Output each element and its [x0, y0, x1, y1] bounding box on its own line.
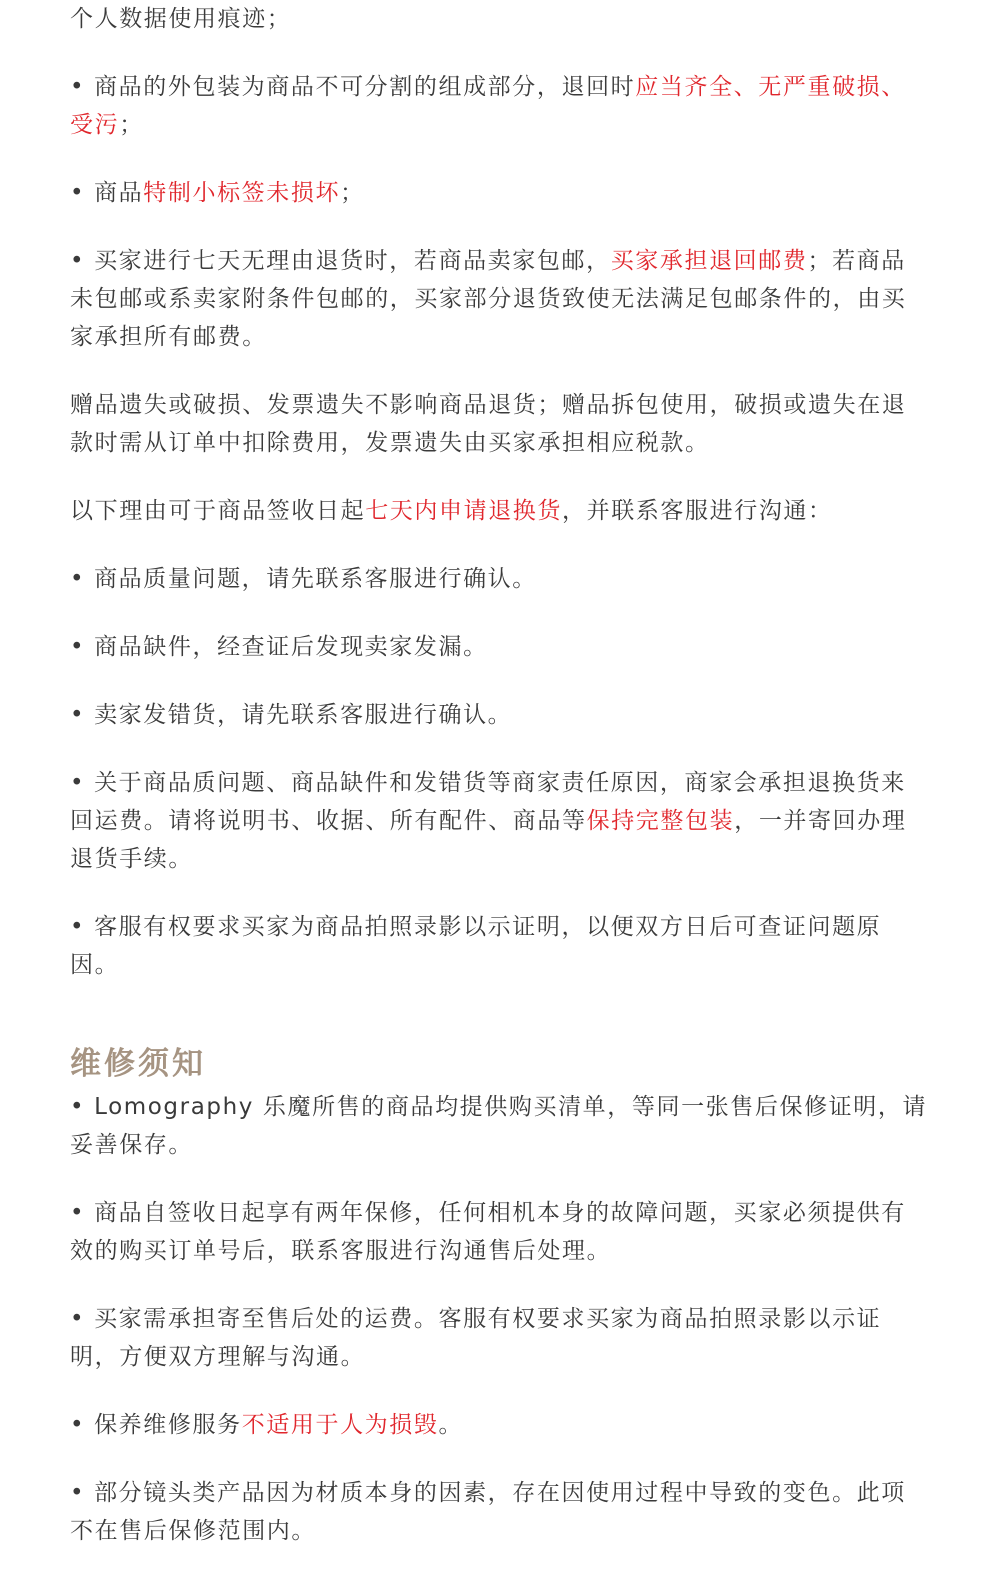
paragraph-text: • 商品的外包装为商品不可分割的组成部分，退回时: [70, 74, 636, 100]
paragraph-text: • 商品: [70, 180, 144, 206]
paragraph-text: • 买家进行七天无理由退货时，若商品卖家包邮，: [70, 248, 611, 274]
paragraph-text: ，并联系客服进行沟通：: [562, 498, 833, 524]
merchant-responsibility-item: [70, 764, 930, 878]
paragraph-text: ；: [119, 112, 144, 138]
paragraph-text: • 买家需承担寄至售后处的运费。客服有权要求买家为商品拍照录影以示证明，方便双方理解与沟通。: [70, 1306, 882, 1370]
paragraph-text: • 客服有权要求买家为商品拍照录影以示证明，以便双方日后可查证问题原因。: [70, 914, 882, 978]
paragraph-text: • 商品缺件，经查证后发现卖家发漏。: [70, 634, 488, 660]
paragraph-text: 赠品遗失或破损、发票遗失不影响商品退货；赠品拆包使用，破损或遗失在退款时需从订单中扣除费用，发票遗失由买家承担相应税款。: [70, 392, 907, 456]
missing-parts-item: [70, 628, 930, 666]
policy-content: [70, 0, 930, 1580]
paragraph-text: • 卖家发错货，请先联系客服进行确认。: [70, 702, 513, 728]
highlight-text: 保持完整包装: [586, 808, 735, 834]
highlight-text: 特制小标签未损坏: [143, 180, 341, 206]
highlight-text: 应当齐全、无严重破损、受污: [70, 74, 906, 138]
wrong-item-item: [70, 696, 930, 734]
paragraph-text: • 关于商品质问题、商品缺件和发错货等商家责任原因，商家会承担退换货来回运费。请将说明书、收据、所有配件、商品等: [70, 770, 906, 834]
paragraph-text: 个人数据使用痕迹；: [70, 6, 292, 32]
warranty-item: [70, 1194, 930, 1270]
paragraph-text: • 商品质量问题，请先联系客服进行确认。: [70, 566, 537, 592]
highlight-text: 不适用于人为损毁: [241, 1412, 439, 1438]
exchange-reasons-intro: [70, 492, 930, 530]
paragraph-text: 。: [438, 1412, 464, 1438]
shipping-fee-item: [70, 242, 930, 356]
repair-shipping-item: [70, 1300, 930, 1376]
repair-section-title: 维修须知: [70, 1046, 206, 1082]
photo-proof-item: [70, 908, 930, 984]
quality-issue-item: [70, 560, 930, 598]
human-damage-item: [70, 1406, 930, 1444]
paragraph-text: • 部分镜头类产品因为材质本身的因素，存在因使用过程中导致的变色。此项不在售后保修范围内。: [70, 1480, 906, 1544]
paragraph-text: • 商品自签收日起享有两年保修，任何相机本身的故障问题，买家必须提供有效的购买订单号后，联系客服进行沟通售后处理。: [70, 1200, 906, 1264]
paragraph-text: • 保养维修服务: [70, 1412, 242, 1438]
paragraph-text: ；若商品未包邮或系卖家附条件包邮的，买家部分退货致使无法满足包邮条件的，由买家承担所有邮费。: [70, 248, 907, 350]
paragraph-text: ，一并寄回办理退货手续。: [70, 808, 907, 872]
lens-discoloration-item: [70, 1474, 930, 1550]
highlight-text: 买家承担退回邮费: [610, 248, 808, 274]
return-condition-item: [70, 0, 930, 38]
tag-item: [70, 174, 930, 212]
highlight-text: 七天内申请退换货: [365, 498, 563, 524]
purchase-list-item: [70, 1088, 930, 1164]
paragraph-text: ；: [340, 180, 365, 206]
paragraph-text: 以下理由可于商品签收日起: [70, 498, 366, 524]
packaging-item: [70, 68, 930, 144]
gift-invoice-paragraph: [70, 386, 930, 462]
paragraph-text: • Lomography 乐魔所售的商品均提供购买清单，等同一张售后保修证明，请妥善保存。: [70, 1094, 928, 1158]
